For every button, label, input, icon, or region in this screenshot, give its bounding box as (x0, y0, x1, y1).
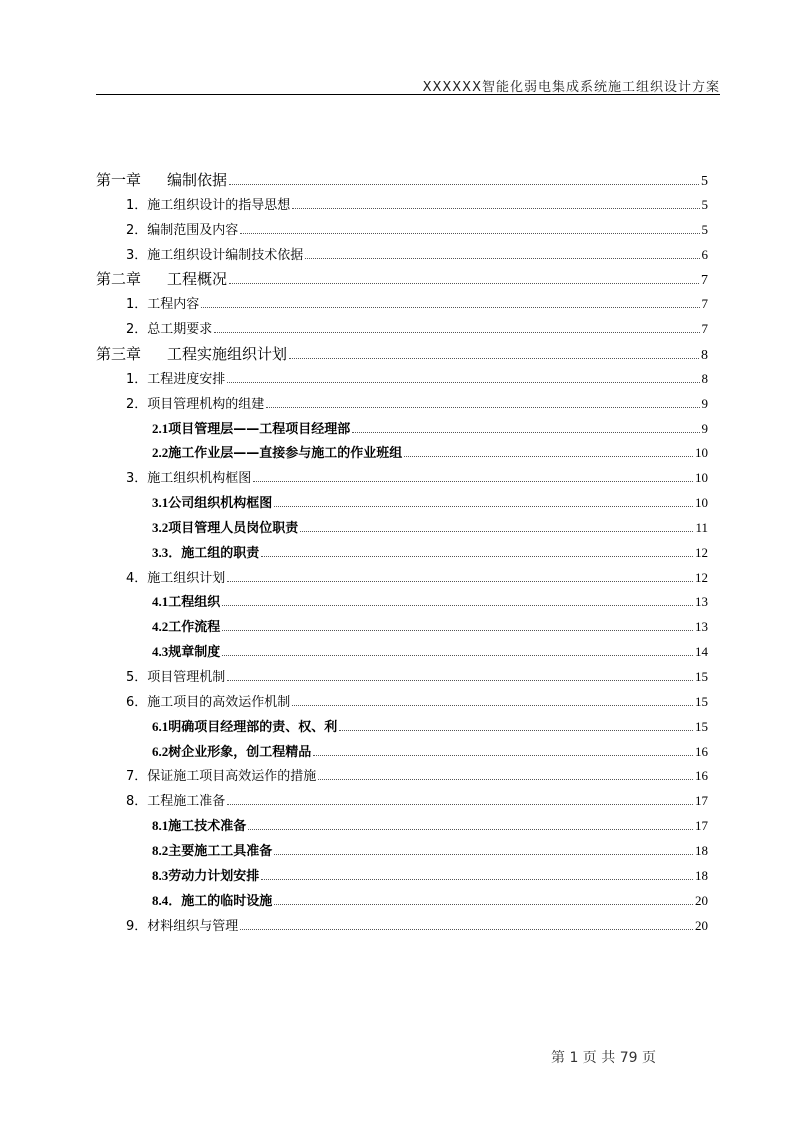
toc-leader-dots (214, 332, 699, 333)
toc-entry-number: 8.2 (152, 842, 169, 858)
toc-entry-label (96, 271, 227, 287)
page-footer: 第 1 页 共 79 页 (551, 1050, 656, 1066)
toc-entry-title: 工程实施组织计划 (167, 344, 288, 363)
toc-entry[interactable] (96, 396, 708, 413)
page-header (96, 74, 720, 95)
toc-entry-title: 施工组织设计的指导思想 (147, 197, 291, 213)
toc-entry-title: 工作流程 (168, 620, 221, 636)
toc-entry-number: 4.3 (152, 644, 169, 660)
toc-entry-page-number: 10 (695, 495, 708, 511)
toc-entry-title: 编制依据 (167, 171, 228, 189)
toc-entry[interactable] (96, 222, 708, 239)
toc-entry[interactable] (96, 495, 708, 512)
toc-entry[interactable] (96, 669, 708, 686)
toc-entry-title: 工程进度安排 (147, 371, 226, 387)
toc-entry-page-number: 15 (695, 718, 708, 734)
toc-entry[interactable] (96, 594, 708, 611)
toc-entry-title: 总工期要求 (147, 322, 213, 338)
toc-leader-dots (229, 283, 699, 284)
toc-leader-dots (292, 208, 699, 209)
toc-entry-title: 劳动力计划安排 (168, 868, 260, 884)
toc-entry-title: 树企业形象，创工程精品 (168, 744, 312, 760)
toc-entry[interactable] (96, 445, 708, 462)
toc-entry-page-number: 16 (695, 768, 708, 784)
toc-entry[interactable] (96, 694, 708, 711)
toc-entry-title: 公司组织机构框图 (168, 496, 273, 512)
toc-entry-page-number: 5 (701, 221, 708, 237)
toc-entry-page-number: 8 (701, 370, 708, 386)
toc-leader-dots (201, 307, 699, 308)
toc-entry[interactable] (96, 768, 708, 785)
toc-leader-dots (240, 929, 693, 930)
toc-entry-title: 工程组织 (168, 595, 221, 611)
toc-entry-label (126, 297, 199, 313)
toc-entry-title: 保证施工项目高效运作的措施 (147, 769, 317, 785)
toc-entry-title: 施工组织机构框图 (147, 471, 252, 487)
toc-leader-dots (227, 382, 699, 383)
toc-entry-label (152, 619, 220, 636)
toc-entry-label (96, 346, 287, 362)
toc-entry-page-number: 10 (695, 470, 708, 486)
toc-entry-page-number: 10 (695, 445, 708, 461)
toc-entry-label (126, 919, 238, 935)
toc-entry-label (126, 695, 290, 711)
toc-entry-label (126, 248, 303, 264)
toc-entry-page-number: 12 (695, 544, 708, 560)
toc-entry-number: 第二章 (96, 270, 142, 289)
toc-entry-title: 施工技术准备 (168, 819, 247, 835)
toc-entry-number: 6． (126, 694, 148, 710)
toc-entry-number: 3.3． (152, 544, 182, 560)
toc-entry-number: 6.1 (152, 718, 169, 734)
toc-entry-number: 3.1 (152, 495, 169, 511)
toc-entry-page-number: 7 (701, 321, 708, 337)
toc-entry-label (126, 223, 238, 239)
toc-leader-dots (289, 358, 699, 359)
toc-entry[interactable] (96, 893, 708, 910)
toc-entry-title: 工程施工准备 (147, 794, 226, 810)
toc-entry-number: 2． (126, 322, 148, 338)
toc-entry-number: 1． (126, 197, 148, 213)
toc-entry[interactable] (96, 644, 708, 661)
toc-entry-number: 2． (126, 222, 148, 238)
toc-entry-page-number: 17 (695, 793, 708, 809)
toc-entry-title: 明确项目经理部的责、权、利 (168, 719, 338, 735)
toc-entry-number: 3． (126, 471, 148, 487)
toc-leader-dots (339, 730, 693, 731)
toc-leader-dots (227, 804, 693, 805)
toc-entry-title: 施工组织计划 (147, 570, 226, 586)
toc-leader-dots (253, 481, 693, 482)
toc-entry-title: 主要施工工具准备 (168, 843, 273, 859)
toc-entry-title: 项目管理层——工程项目经理部 (168, 421, 351, 437)
toc-leader-dots (305, 258, 699, 259)
toc-entry-title: 施工组的职责 (181, 545, 260, 561)
toc-leader-dots (229, 184, 699, 185)
toc-entry-page-number: 15 (695, 669, 708, 684)
toc-entry-label (152, 719, 337, 736)
toc-entry[interactable] (96, 371, 708, 388)
toc-entry[interactable] (96, 918, 708, 935)
toc-entry-label (152, 744, 311, 761)
toc-entry-number: 3.2 (152, 519, 169, 535)
toc-entry-page-number: 18 (695, 842, 708, 858)
toc-entry-page-number: 9 (701, 395, 708, 411)
toc-entry[interactable] (96, 744, 708, 761)
toc-entry[interactable] (96, 843, 708, 860)
header-title: XXXXXX智能化弱电集成系统施工组织设计方案 (422, 80, 720, 95)
toc-entry[interactable] (96, 619, 708, 636)
toc-entry-label (126, 372, 225, 388)
toc-leader-dots (274, 854, 693, 855)
toc-entry-number: 5． (126, 670, 148, 685)
toc-leader-dots (313, 755, 693, 756)
toc-leader-dots (274, 904, 693, 905)
toc-leader-dots (240, 233, 699, 234)
toc-entry-page-number: 15 (695, 693, 708, 709)
toc-entry-number: 2.1 (152, 420, 169, 436)
toc-entry-page-number: 5 (701, 196, 708, 212)
toc-leader-dots (227, 680, 693, 681)
toc-entry[interactable] (96, 570, 708, 587)
toc-entry-number: 8.3 (152, 867, 169, 883)
toc-entry-title: 编制范围及内容 (147, 222, 239, 238)
toc-entry-page-number: 7 (701, 273, 708, 289)
toc-leader-dots (300, 531, 693, 532)
toc-entry-page-number: 9 (701, 420, 708, 436)
toc-leader-dots (352, 432, 699, 433)
toc-entry-page-number: 12 (695, 569, 708, 585)
toc-entry-page-number: 14 (695, 644, 708, 660)
toc-entry-label (152, 545, 259, 562)
toc-entry[interactable] (96, 197, 708, 214)
toc-leader-dots (222, 605, 693, 606)
toc-entry-number: 1． (126, 371, 148, 387)
toc-entry-label (152, 893, 272, 910)
toc-leader-dots (292, 705, 693, 706)
toc-entry-number: 4.1 (152, 594, 169, 610)
toc-entry-number: 6.2 (152, 743, 169, 759)
toc-leader-dots (222, 655, 693, 656)
toc-leader-dots (227, 581, 693, 582)
toc-entry-number: 8.4． (152, 892, 182, 908)
toc-entry-title: 材料组织与管理 (147, 918, 239, 934)
toc-entry[interactable] (96, 421, 708, 438)
toc-leader-dots (266, 407, 699, 408)
toc-entry-number: 4.2 (152, 619, 169, 635)
toc-entry-title: 施工项目的高效运作机制 (147, 694, 291, 710)
toc-entry-label (126, 571, 225, 587)
toc-entry-title: 项目管理人员岗位职责 (168, 520, 299, 536)
toc-entry-label (152, 644, 220, 661)
toc-entry-page-number: 18 (695, 867, 708, 883)
toc-entry-label (152, 520, 298, 537)
toc-entry-page-number: 8 (701, 347, 708, 363)
toc-entry-label (126, 670, 225, 686)
toc-entry-title: 施工作业层——直接参与施工的作业班组 (168, 446, 403, 462)
toc-entry-page-number: 20 (695, 892, 708, 908)
toc-entry-label (152, 594, 220, 611)
toc-entry-page-number: 6 (701, 246, 708, 262)
toc-entry-label (126, 397, 264, 413)
toc-leader-dots (404, 456, 693, 457)
toc-entry-page-number: 17 (695, 818, 708, 834)
toc-entry-title: 工程概况 (167, 270, 228, 289)
toc-entry-number: 3． (126, 247, 148, 263)
toc-entry-label (126, 794, 225, 810)
toc-entry[interactable] (96, 470, 708, 487)
toc-entry-label (152, 445, 402, 462)
toc-leader-dots (248, 829, 693, 830)
toc-entry[interactable] (96, 296, 708, 313)
toc-entry-page-number: 16 (695, 743, 708, 759)
toc-entry[interactable] (96, 172, 708, 190)
toc-entry-number: 4． (126, 570, 148, 586)
toc-entry[interactable] (96, 346, 708, 364)
toc-entry-title: 规章制度 (168, 645, 221, 661)
toc-entry-label (152, 421, 350, 438)
toc-entry-title: 施工组织设计编制技术依据 (147, 247, 304, 263)
toc-entry[interactable] (96, 868, 708, 885)
toc-entry-page-number: 13 (695, 594, 708, 610)
toc-entry-page-number: 13 (695, 619, 708, 635)
toc-entry-number: 第一章 (96, 171, 142, 189)
toc-leader-dots (261, 556, 693, 557)
toc-entry-label (96, 172, 227, 188)
toc-leader-dots (318, 779, 693, 780)
toc-entry-label (126, 322, 212, 338)
toc-leader-dots (222, 630, 693, 631)
toc-leader-dots (274, 506, 693, 507)
toc-entry[interactable] (96, 321, 708, 338)
toc-entry-label (152, 495, 272, 512)
toc-entry-title: 施工的临时设施 (181, 893, 273, 909)
toc-entry-number: 9． (126, 918, 148, 934)
toc-entry-label (126, 769, 316, 785)
toc-entry-page-number: 20 (695, 917, 708, 933)
toc-entry-number: 1． (126, 297, 148, 313)
toc-entry-label (152, 818, 246, 835)
toc-leader-dots (261, 879, 693, 880)
toc-entry-page-number: 5 (701, 174, 708, 189)
toc-entry-title: 工程内容 (147, 297, 200, 313)
toc-entry-title: 项目管理机制 (147, 670, 226, 685)
toc-entry-label (152, 868, 259, 885)
toc-entry-label (126, 198, 290, 214)
toc-entry-page-number: 11 (695, 519, 708, 535)
toc-entry-label (126, 471, 251, 487)
toc-entry[interactable] (96, 247, 708, 264)
toc-entry-title: 项目管理机构的组建 (147, 396, 265, 412)
toc-entry[interactable] (96, 793, 708, 810)
toc-entry[interactable] (96, 545, 708, 562)
toc-entry[interactable] (96, 271, 708, 289)
toc-entry-number: 8.1 (152, 818, 169, 834)
toc-entry-number: 2． (126, 396, 148, 412)
toc-entry-number: 8． (126, 794, 148, 810)
toc-entry[interactable] (96, 520, 708, 537)
toc-entry-label (152, 843, 272, 860)
toc-entry-number: 7． (126, 769, 148, 785)
toc-entry[interactable] (96, 719, 708, 736)
toc-entry-number: 第三章 (96, 344, 142, 363)
toc-entry-page-number: 7 (701, 296, 708, 312)
toc-entry-number: 2.2 (152, 445, 169, 461)
toc-entry[interactable] (96, 818, 708, 835)
